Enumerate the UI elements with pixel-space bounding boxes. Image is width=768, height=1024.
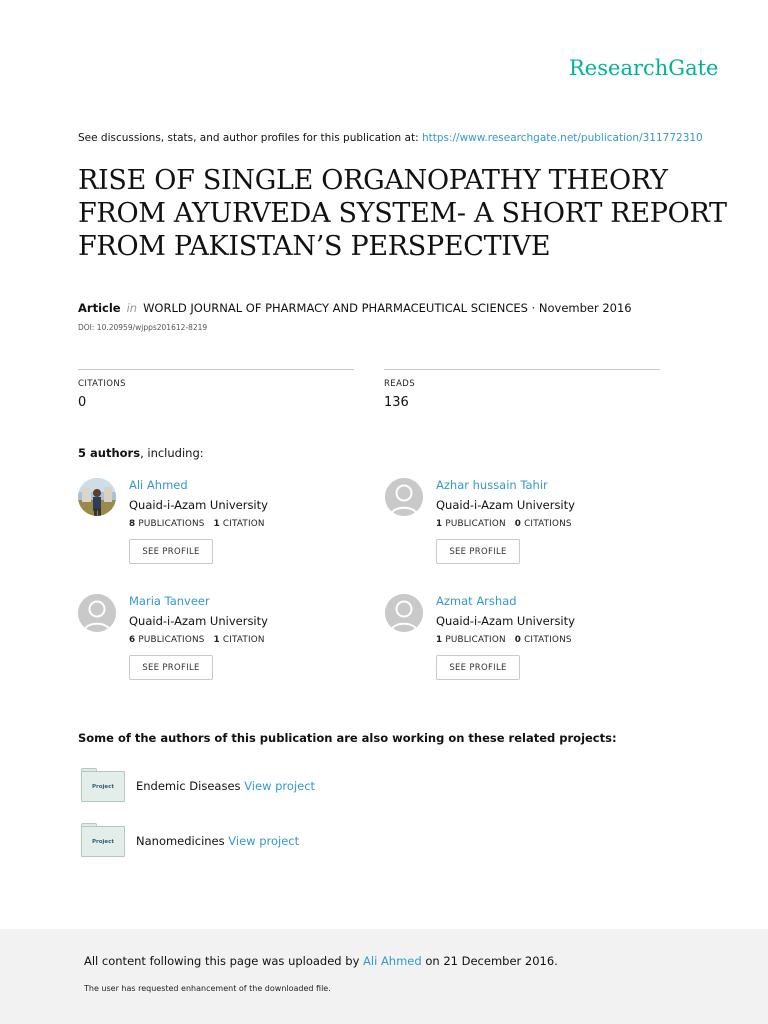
reads-value: 136 [384, 395, 409, 410]
citations-label: CITATION [222, 635, 265, 645]
author-name[interactable]: Maria Tanveer [129, 594, 210, 608]
title-line-3: FROM PAKISTAN’S PERSPECTIVE [78, 231, 551, 262]
uploader-link[interactable]: Ali Ahmed [363, 954, 422, 968]
author-counts [436, 519, 572, 529]
researchgate-logo[interactable]: ResearchGate [569, 56, 719, 80]
author-counts [129, 635, 265, 645]
publication-type: Article [78, 301, 121, 315]
citations-count: 0 [514, 635, 522, 645]
citations-count: 1 [213, 519, 220, 529]
view-project-link[interactable]: View project [228, 834, 300, 848]
publication-title [78, 164, 727, 263]
citations-label: CITATION [222, 519, 265, 529]
publications-label: PUBLICATION [445, 635, 506, 645]
project-name-line [136, 834, 299, 848]
authors-count: 5 authors [78, 446, 141, 460]
author-institution: Quaid-i-Azam University [436, 614, 575, 628]
author-institution: Quaid-i-Azam University [436, 498, 575, 512]
citations-label: CITATIONS [524, 635, 572, 645]
project-folder-icon[interactable] [81, 768, 125, 802]
upload-notice [84, 954, 558, 968]
avatar[interactable] [78, 478, 116, 516]
see-profile-button[interactable]: SEE PROFILE [436, 539, 520, 564]
user-placeholder-icon [78, 594, 116, 632]
see-profile-button[interactable]: SEE PROFILE [129, 539, 213, 564]
related-projects-heading: Some of the authors of this publication are also working on these related projects: [78, 731, 617, 745]
project-icon-label: Project [81, 826, 125, 857]
author-name[interactable]: Azmat Arshad [436, 594, 517, 608]
publications-label: PUBLICATIONS [138, 635, 205, 645]
citations-label: CITATIONS [524, 519, 572, 529]
author-counts [129, 519, 265, 529]
citations-value: 0 [78, 395, 87, 410]
publication-meta [78, 301, 632, 315]
citations-label: CITATIONS [78, 379, 126, 389]
publications-label: PUBLICATION [445, 519, 506, 529]
meta-in: in [126, 301, 138, 315]
view-project-link[interactable]: View project [244, 779, 316, 793]
avatar[interactable] [385, 478, 423, 516]
author-institution: Quaid-i-Azam University [129, 498, 268, 512]
see-profile-button[interactable]: SEE PROFILE [436, 655, 520, 680]
enhancement-note: The user has requested enhancement of the downloaded file. [84, 984, 331, 993]
publications-count: 6 [129, 635, 136, 645]
citations-stat [78, 369, 354, 410]
publications-count: 1 [436, 635, 443, 645]
title-line-2: FROM AYURVEDA SYSTEM- A SHORT REPORT [78, 198, 727, 229]
publications-label: PUBLICATIONS [138, 519, 205, 529]
citations-count: 0 [514, 519, 522, 529]
title-line-1: RISE OF SINGLE ORGANOPATHY THEORY [78, 165, 668, 196]
citations-count: 1 [213, 635, 220, 645]
avatar[interactable] [385, 594, 423, 632]
project-name-line [136, 779, 315, 793]
discussion-prefix: See discussions, stats, and author profiles for this publication at: [78, 132, 422, 144]
reads-label: READS [384, 379, 416, 389]
reads-stat [384, 369, 660, 410]
see-profile-button[interactable]: SEE PROFILE [129, 655, 213, 680]
footer [0, 929, 768, 1024]
user-placeholder-icon [385, 594, 423, 632]
author-card [385, 594, 675, 694]
project-item [81, 768, 531, 804]
authors-heading [78, 446, 204, 460]
author-card [78, 594, 368, 694]
author-card [385, 478, 675, 578]
project-name: Endemic Diseases [136, 779, 241, 793]
publications-count: 8 [129, 519, 136, 529]
user-placeholder-icon [385, 478, 423, 516]
journal-name: WORLD JOURNAL OF PHARMACY AND PHARMACEUTICAL SCIENCES · November 2016 [143, 301, 632, 315]
publication-link[interactable]: https://www.researchgate.net/publication/311772310 [421, 132, 703, 144]
upload-prefix: All content following this page was uploaded by [84, 954, 364, 968]
project-name: Nanomedicines [136, 834, 225, 848]
project-icon-label: Project [81, 771, 125, 802]
author-counts [436, 635, 572, 645]
project-folder-icon[interactable] [81, 823, 125, 857]
doi: DOI: 10.20959/wjpps201612-8219 [78, 323, 208, 332]
author-name[interactable]: Ali Ahmed [129, 478, 188, 492]
author-name[interactable]: Azhar hussain Tahir [436, 478, 548, 492]
authors-suffix: , including: [140, 446, 204, 460]
author-card [78, 478, 368, 578]
author-institution: Quaid-i-Azam University [129, 614, 268, 628]
upload-suffix: on 21 December 2016. [421, 954, 558, 968]
discussion-line [78, 132, 703, 144]
author-photo-icon [78, 478, 116, 516]
avatar[interactable] [78, 594, 116, 632]
project-item [81, 823, 531, 859]
publications-count: 1 [436, 519, 443, 529]
